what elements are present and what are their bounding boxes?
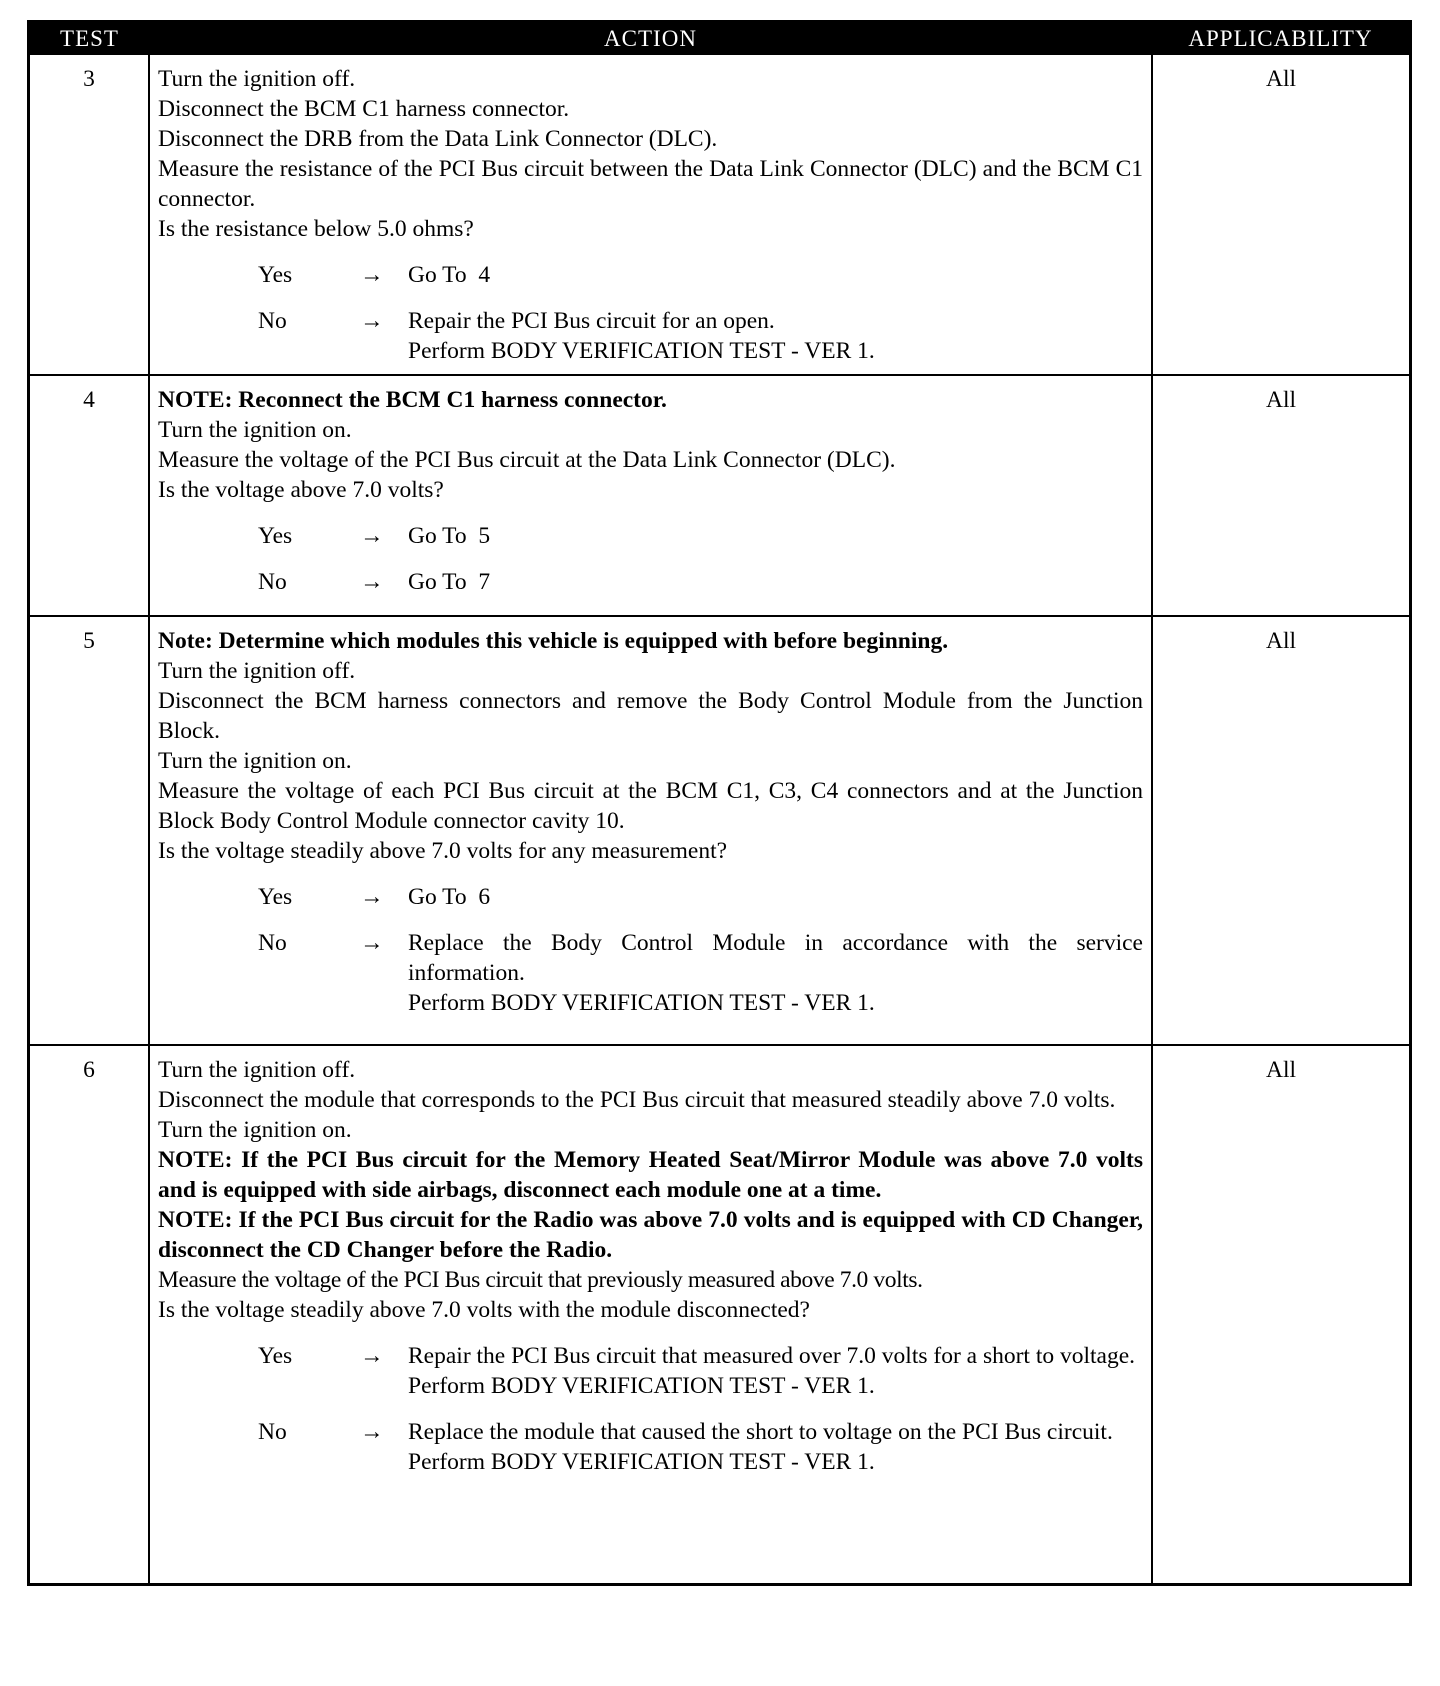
test-table [30, 23, 1409, 1583]
action-cell [149, 375, 1152, 616]
note-text: NOTE: If the PCI Bus circuit for the Radio was above 7.0 volts and is equipped with CD Changer, disconnect the CD Changer before the Radio. [158, 1207, 1143, 1263]
arrow-icon: → [360, 884, 384, 910]
action-line: Turn the ignition on. [158, 417, 352, 443]
action-line: Is the voltage steadily above 7.0 volts for any measurement? [158, 838, 728, 864]
action-line: Measure the voltage of each PCI Bus circuit at the BCM C1, C3, C4 connectors and at the Junction Block Body Control Module connector cavity 10. [158, 778, 1143, 834]
arrow-icon: → [360, 308, 384, 334]
action-line: Turn the ignition off. [158, 658, 356, 684]
action-line: Disconnect the BCM harness connectors and remove the Body Control Module from the Junction Block. [158, 688, 1143, 744]
response-text: Go To 4 [408, 262, 491, 288]
yes-label: Yes [258, 523, 293, 549]
action-cell [149, 55, 1152, 375]
header-test: TEST [30, 23, 149, 55]
arrow-icon: → [360, 569, 384, 595]
arrow-icon: → [360, 523, 384, 549]
no-label: No [258, 308, 287, 334]
no-label: No [258, 930, 287, 956]
yes-response [158, 882, 1143, 912]
arrow-icon: → [360, 262, 384, 288]
yes-response [158, 1341, 1143, 1401]
applicability-value: All [1152, 1045, 1409, 1583]
action-line: Disconnect the module that corresponds to the PCI Bus circuit that measured steadily above 7.0 volts. [158, 1087, 1116, 1113]
no-response [158, 306, 1143, 366]
test-number: 3 [30, 55, 149, 375]
response-text: Go To 7 [408, 569, 491, 595]
response-text: Perform BODY VERIFICATION TEST - VER 1. [408, 338, 875, 364]
table-row-test-5 [30, 616, 1409, 1045]
table-row-test-3 [30, 55, 1409, 375]
response-text: Replace the module that caused the short to voltage on the PCI Bus circuit. [408, 1419, 1113, 1445]
action-cell [149, 616, 1152, 1045]
action-line: Turn the ignition off. [158, 1057, 356, 1083]
response-text: Perform BODY VERIFICATION TEST - VER 1. [408, 1373, 875, 1399]
response-text: Repair the PCI Bus circuit that measured over 7.0 volts for a short to voltage. [408, 1343, 1136, 1369]
action-line: Turn the ignition on. [158, 748, 352, 774]
response-text: Repair the PCI Bus circuit for an open. [408, 308, 775, 334]
action-line: Measure the resistance of the PCI Bus circuit between the Data Link Connector (DLC) and the BCM C1 connector. [158, 156, 1143, 212]
note-text: NOTE: If the PCI Bus circuit for the Memory Heated Seat/Mirror Module was above 7.0 volts and is equipped with side airbags, disconnect each module one at a time. [158, 1147, 1143, 1203]
arrow-icon: → [360, 1419, 384, 1445]
applicability-value: All [1152, 375, 1409, 616]
note-text: Note: Determine which modules this vehicle is equipped with before beginning. [158, 628, 949, 654]
test-number: 5 [30, 616, 149, 1045]
action-line: Turn the ignition off. [158, 66, 356, 92]
no-label: No [258, 569, 287, 595]
applicability-value: All [1152, 616, 1409, 1045]
yes-label: Yes [258, 1343, 293, 1369]
test-number: 4 [30, 375, 149, 616]
arrow-icon: → [360, 1343, 384, 1369]
response-text: Perform BODY VERIFICATION TEST - VER 1. [408, 1449, 875, 1475]
yes-response [158, 260, 1143, 290]
action-line: Measure the voltage of the PCI Bus circuit that previously measured above 7.0 volts. [158, 1267, 923, 1293]
header-action: ACTION [149, 23, 1152, 55]
table-row-test-6 [30, 1045, 1409, 1583]
no-response [158, 1417, 1143, 1477]
no-label: No [258, 1419, 287, 1445]
action-line: Disconnect the BCM C1 harness connector. [158, 96, 570, 122]
action-line: Is the voltage above 7.0 volts? [158, 477, 444, 503]
no-response [158, 928, 1143, 1018]
diagnostic-test-table [27, 20, 1412, 1586]
action-line: Is the voltage steadily above 7.0 volts with the module disconnected? [158, 1297, 810, 1323]
yes-label: Yes [258, 262, 293, 288]
yes-response [158, 521, 1143, 551]
arrow-icon: → [360, 930, 384, 956]
response-text: Go To 5 [408, 523, 491, 549]
table-header-row [30, 23, 1409, 55]
action-line: Disconnect the DRB from the Data Link Connector (DLC). [158, 126, 718, 152]
action-line: Is the resistance below 5.0 ohms? [158, 216, 474, 242]
test-number: 6 [30, 1045, 149, 1583]
response-text: Replace the Body Control Module in accordance with the service information. [408, 930, 1143, 986]
table-row-test-4 [30, 375, 1409, 616]
response-text: Perform BODY VERIFICATION TEST - VER 1. [408, 990, 875, 1016]
action-line: Turn the ignition on. [158, 1117, 352, 1143]
header-applicability: APPLICABILITY [1152, 23, 1409, 55]
action-line: Measure the voltage of the PCI Bus circuit at the Data Link Connector (DLC). [158, 447, 896, 473]
no-response [158, 567, 1143, 597]
yes-label: Yes [258, 884, 293, 910]
action-cell [149, 1045, 1152, 1583]
applicability-value: All [1152, 55, 1409, 375]
response-text: Go To 6 [408, 884, 491, 910]
note-text: NOTE: Reconnect the BCM C1 harness connector. [158, 387, 667, 413]
